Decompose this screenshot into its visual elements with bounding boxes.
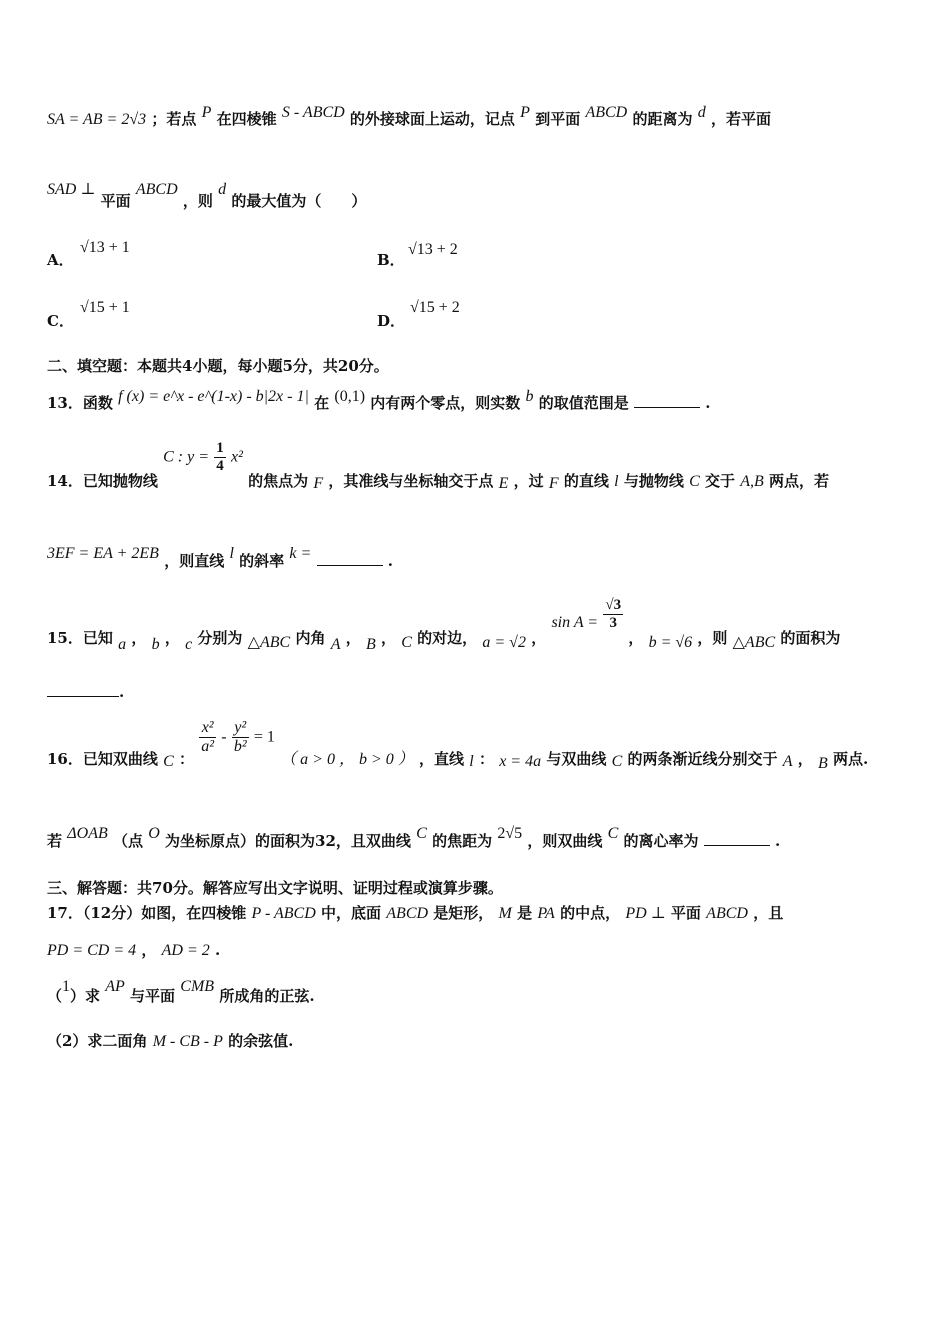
option-a-value: √13 + 1 — [80, 239, 130, 256]
option-a-label: A． — [47, 251, 74, 269]
q15-sin-fraction: $\frac{√3}{3}$ — [605, 597, 622, 631]
q15-line2: . — [47, 683, 124, 701]
q14-line2: 3EF = EA + 2EB ，则直线 l 的斜率 k = . — [47, 545, 393, 570]
q13-answer-blank — [634, 407, 700, 408]
q16-x-fraction: $\frac{\text{x²}}{\text{a²}}$ — [201, 719, 215, 755]
q16-answer-blank — [704, 845, 770, 846]
q17-part1: （1）求 AP 与平面 CMB 所成角的正弦. — [47, 978, 315, 1005]
q14-answer-blank — [317, 565, 383, 566]
option-c-label: C． — [47, 312, 74, 330]
q12-line1: SA = AB = 2√3 ；若点 P 在四棱锥 S - ABCD 的外接球面上运动，记点 P 到平面 ABCD 的距离为 d ，若平面 — [47, 104, 771, 128]
option-d-value: √15 + 2 — [410, 299, 460, 316]
q15-answer-blank — [47, 696, 119, 697]
q16-line2: 若 ΔOAB （点 O 为坐标原点）的面积为32，且双曲线 C 的焦距为 2√5 ，则双曲线 C 的离心率为 . — [47, 825, 781, 850]
section-2-heading: 二、填空题：本题共4小题，每小题5分，共20分。 — [47, 357, 389, 375]
q14-fraction: $\frac{1}{4}$ — [216, 440, 224, 474]
q13-line: 13．函数 f (x) = e^x - e^(1-x) - b|2x - 1| 在 (0,1) 内有两个零点，则实数 b 的取值范围是 . — [47, 388, 711, 412]
q17-line1: 17．（12分）如图，在四棱锥 P - ABCD 中，底面 ABCD 是矩形， M 是 PA 的中点， PD ⊥ 平面 ABCD ，且 — [47, 904, 784, 922]
option-b-label: B． — [377, 251, 405, 269]
q14-line1: 14．已知抛物线 C : y = $\frac{1}{4}$ x² 的焦点为 F ，其准线与坐标轴交于点 E ，过 F 的直线 l 与抛物线 C 交于 A,B 两点，若 — [47, 440, 830, 492]
option-b-value: √13 + 2 — [408, 241, 458, 258]
q15-line1: 15．已知 a ， b ， c 分别为 △ABC 内角 A ， B ， C 的对边， a = √2 ， sin A = $\frac{√3}{3}$ ， b = √6 ，则 △ABC 的面积为 — [47, 597, 841, 653]
math-sa-ab: SA = AB = 2√3 — [47, 111, 147, 128]
section-3-heading: 三、解答题：共70分。解答应写出文字说明、证明过程或演算步骤。 — [47, 879, 503, 897]
q16-line1: 16．已知双曲线 C ： $\frac{\text{x²}}{\text{a²}}$ - $\frac{\text{y²}}{\text{b²}}$ = 1 （ a > 0 ， b > 0 ） ，直线 l ： x = 4a 与双曲线 C 的两条渐近线分别交于 A ， B 两点. — [47, 719, 869, 772]
q16-y-fraction: $\frac{\text{y²}}{\text{b²}}$ — [233, 719, 247, 755]
q13-function: f (x) = e^x - e^(1-x) - b|2x - 1| — [118, 388, 309, 405]
q12-line2: SAD ⊥ 平面 ABCD ，则 d 的最大值为（ ） — [47, 181, 367, 210]
q17-part2: （2）求二面角 M - CB - P 的余弦值. — [47, 1032, 294, 1050]
option-c-value: √15 + 1 — [80, 299, 130, 316]
q17-line2: PD = CD = 4 ， AD = 2 . — [47, 941, 221, 959]
option-d-label: D． — [377, 312, 406, 330]
